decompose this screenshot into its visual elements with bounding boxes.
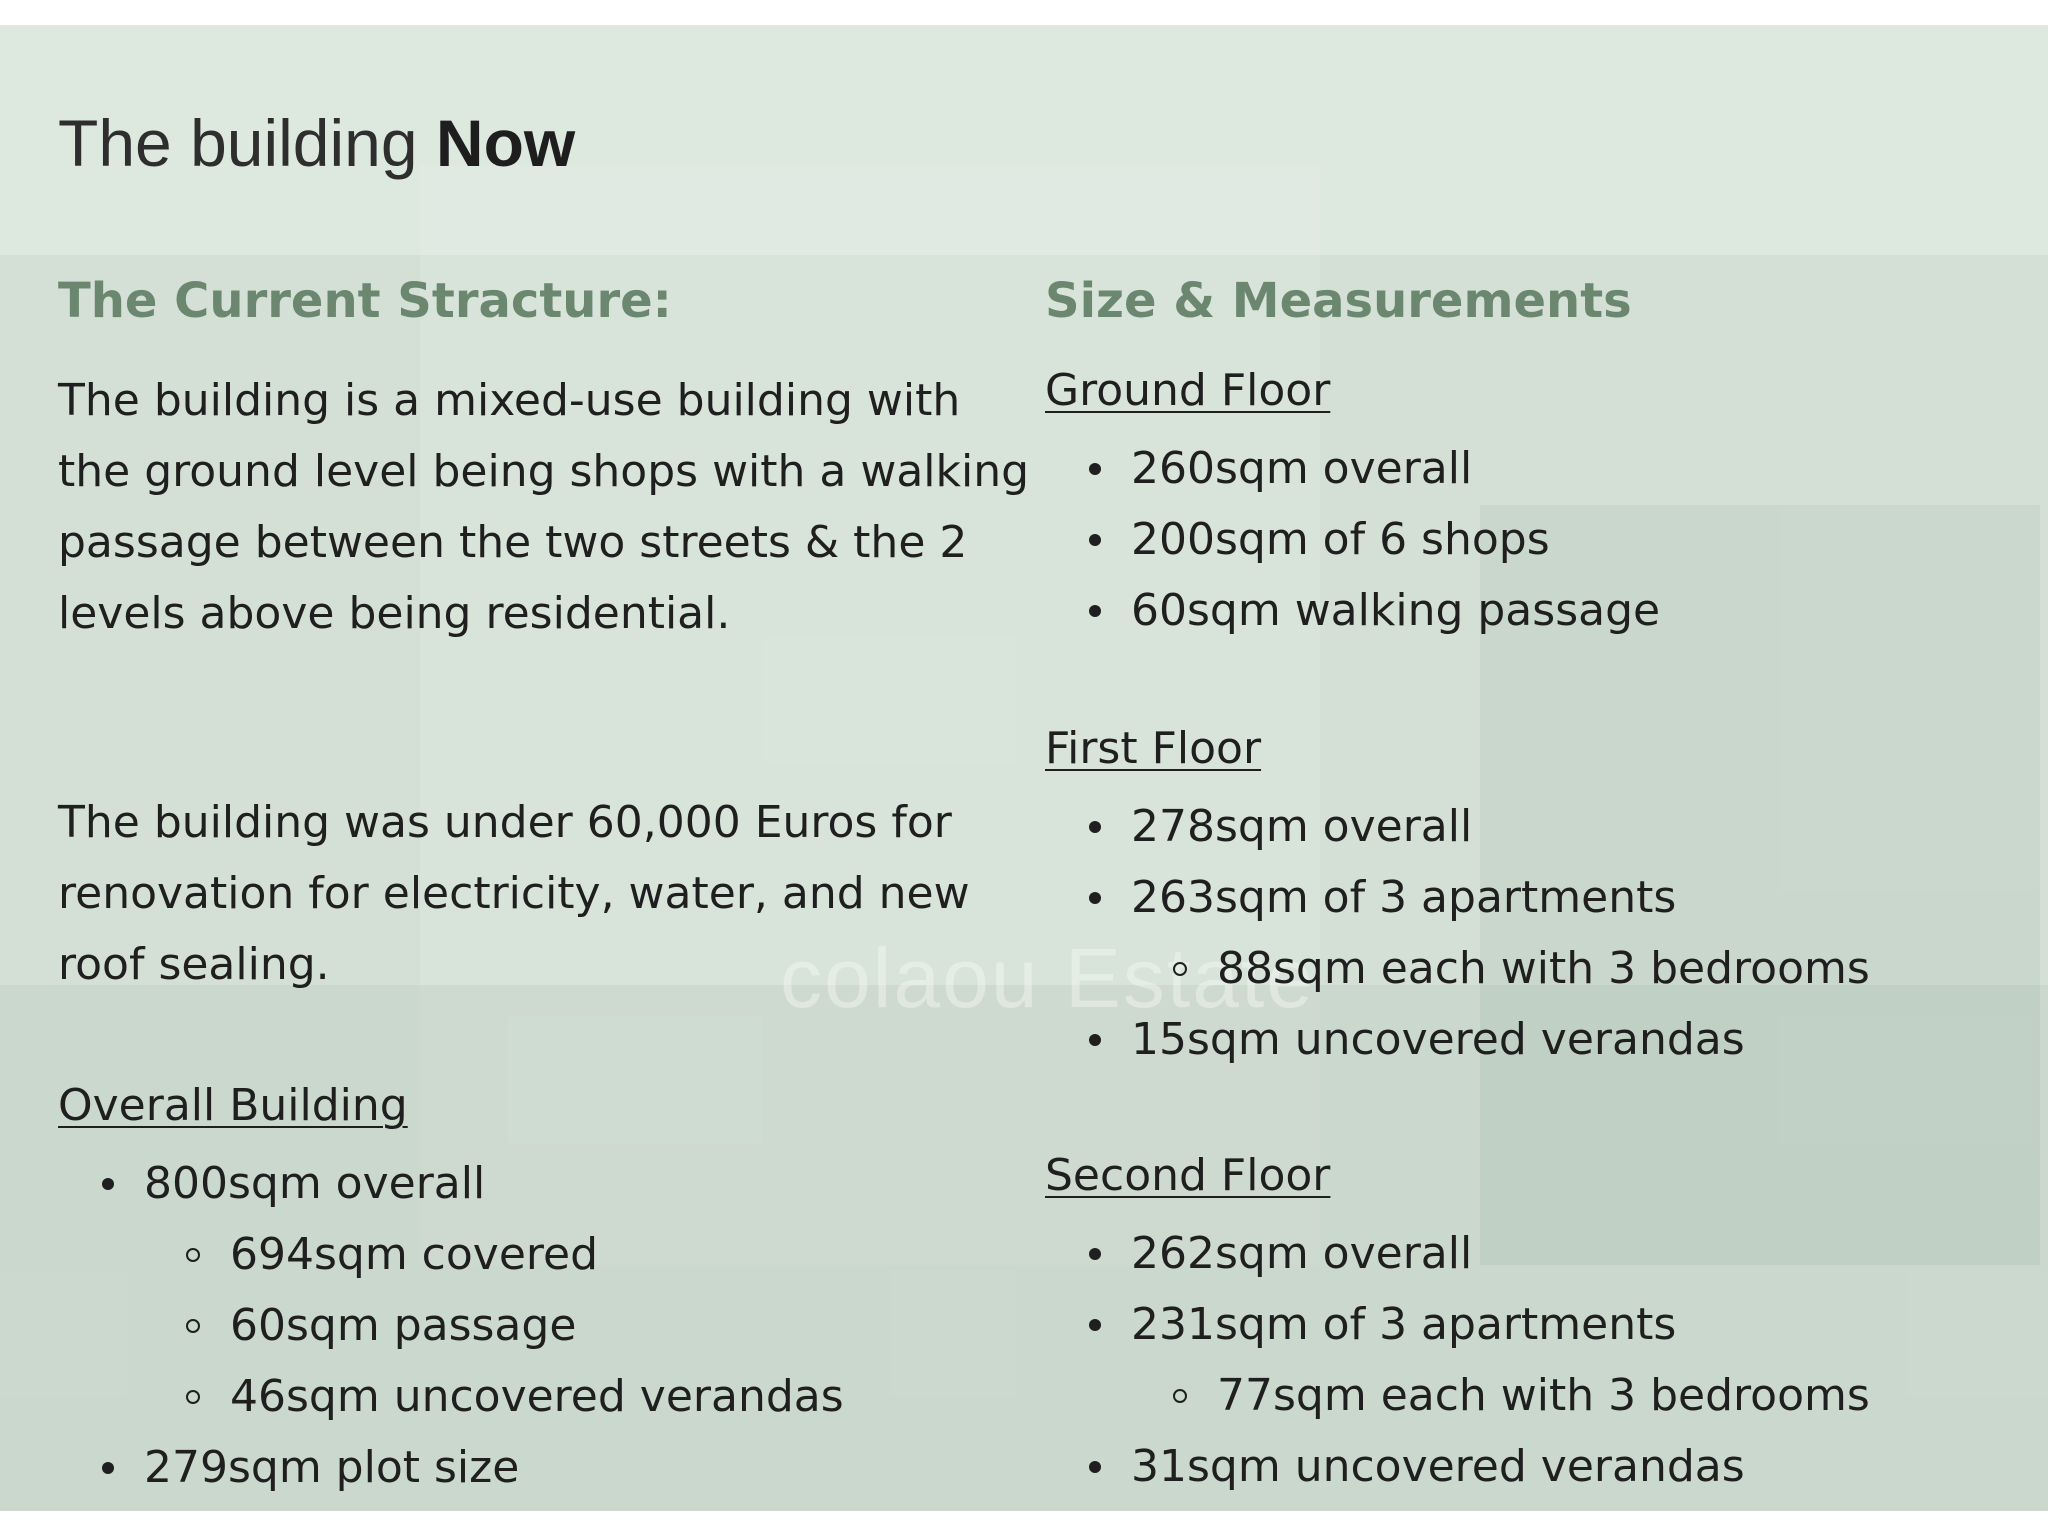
list-item: [1045, 791, 1870, 862]
list-item-text: 60sqm walking passage: [1131, 585, 1661, 636]
structure-description: The building is a mixed-use building with the ground level being shops with a walking passage between the two streets & the 2 levels above being residential.: [58, 375, 1030, 639]
list-item: [58, 1148, 844, 1219]
bullet-icon: [1089, 1461, 1101, 1473]
second-floor-list: [1045, 1218, 1870, 1502]
second-floor-heading: Second Floor: [1045, 1150, 1331, 1201]
hollow-bullet-icon: [1173, 1389, 1187, 1403]
bullet-icon: [102, 1462, 114, 1474]
bullet-icon: [1089, 1248, 1101, 1260]
first-floor-heading: First Floor: [1045, 723, 1262, 774]
bullet-icon: [1089, 1319, 1101, 1331]
bullet-icon: [102, 1178, 114, 1190]
list-item-text: 88sqm each with 3 bedrooms: [1217, 943, 1870, 994]
ground-floor-list: [1045, 433, 1660, 646]
size-measurements-heading: Size & Measurements: [1045, 273, 1632, 329]
bullet-icon: [1089, 463, 1101, 475]
list-item-text: 31sqm uncovered verandas: [1131, 1441, 1745, 1492]
list-item-text: 800sqm overall: [144, 1158, 486, 1209]
list-item: [1045, 1218, 1870, 1289]
list-item-text: 278sqm overall: [1131, 801, 1473, 852]
list-item: [1045, 504, 1660, 575]
list-item: [1045, 433, 1660, 504]
list-item: [1045, 1360, 1870, 1431]
list-item-text: 694sqm covered: [230, 1229, 599, 1280]
slide: [0, 25, 2048, 1511]
list-item-text: 15sqm uncovered verandas: [1131, 1014, 1745, 1065]
list-item: [1045, 862, 1870, 933]
bullet-icon: [1089, 821, 1101, 833]
hollow-bullet-icon: [186, 1248, 200, 1262]
list-item-text: 231sqm of 3 apartments: [1131, 1299, 1677, 1350]
list-item: [58, 1290, 844, 1361]
hollow-bullet-icon: [1173, 962, 1187, 976]
page-title-bold: Now: [435, 106, 576, 180]
list-item: [58, 1361, 844, 1432]
list-item-text: 77sqm each with 3 bedrooms: [1217, 1370, 1870, 1421]
bullet-icon: [1089, 1034, 1101, 1046]
list-item-text: 262sqm overall: [1131, 1228, 1473, 1279]
list-item-text: 279sqm plot size: [144, 1442, 520, 1493]
list-item: [1045, 933, 1870, 1004]
list-item-text: 60sqm passage: [230, 1300, 577, 1351]
page-title: [58, 105, 575, 181]
page-title-regular: The building: [58, 106, 436, 180]
bullet-icon: [1089, 534, 1101, 546]
overall-building-heading: Overall Building: [58, 1080, 408, 1131]
list-item: [58, 1219, 844, 1290]
list-item: [1045, 1431, 1870, 1502]
bullet-icon: [1089, 605, 1101, 617]
overall-building-list: [58, 1148, 844, 1503]
list-item-text: 46sqm uncovered verandas: [230, 1371, 844, 1422]
watermark: colaou Estate: [780, 931, 1316, 1025]
list-item-text: 200sqm of 6 shops: [1131, 514, 1550, 565]
list-item-text: 263sqm of 3 apartments: [1131, 872, 1677, 923]
first-floor-list: [1045, 791, 1870, 1075]
hollow-bullet-icon: [186, 1319, 200, 1333]
list-item: [1045, 575, 1660, 646]
ground-floor-heading: Ground Floor: [1045, 365, 1331, 416]
bullet-icon: [1089, 892, 1101, 904]
list-item: [58, 1432, 844, 1503]
list-item: [1045, 1289, 1870, 1360]
renovation-description: The building was under 60,000 Euros for renovation for electricity, water, and new roof sealing.: [58, 797, 970, 990]
list-item: [1045, 1004, 1870, 1075]
list-item-text: 260sqm overall: [1131, 443, 1473, 494]
current-structure-heading: The Current Stracture:: [58, 273, 672, 329]
hollow-bullet-icon: [186, 1390, 200, 1404]
